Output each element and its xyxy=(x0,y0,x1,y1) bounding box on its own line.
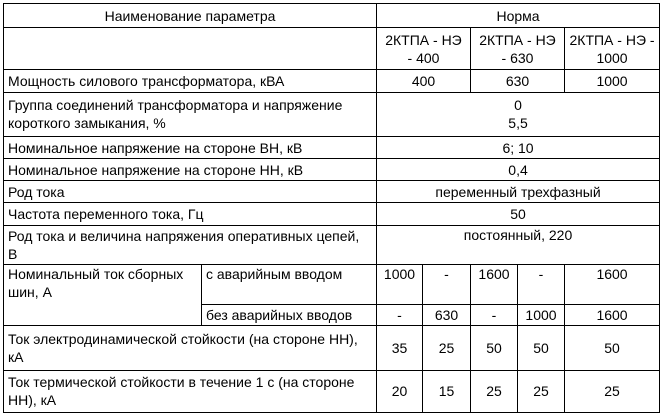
thermal-label: Ток термической стойкости в течение 1 с (на стороне НН), кА xyxy=(4,370,377,412)
thermal-value: 25 xyxy=(518,370,565,412)
electrodynamic-label: Ток электродинамической стойкости (на стороне НН), кА xyxy=(4,326,377,370)
lv-voltage-row xyxy=(4,159,660,181)
frequency-value: 50 xyxy=(377,203,660,225)
specification-table xyxy=(3,3,660,413)
thermal-value: 25 xyxy=(565,370,660,412)
current-type-row xyxy=(4,181,660,203)
busbar-without-emergency-label: без аварийных вводов xyxy=(202,305,377,326)
thermal-value: 25 xyxy=(471,370,518,412)
hv-voltage-value: 6; 10 xyxy=(377,136,660,158)
operative-value: постоянный, 220 xyxy=(377,225,660,264)
norm-header: Норма xyxy=(377,4,660,28)
busbar-with-emergency-value: 1600 xyxy=(565,264,660,304)
busbar-with-emergency-row xyxy=(4,264,660,304)
hv-voltage-row xyxy=(4,136,660,158)
operative-row xyxy=(4,225,660,264)
busbar-with-emergency-value: 1600 xyxy=(471,264,518,304)
group-label: Группа соединений трансформатора и напряжение короткого замыкания, % xyxy=(4,92,377,136)
thermal-value: 20 xyxy=(377,370,423,412)
frequency-label: Частота переменного тока, Гц xyxy=(4,203,377,225)
busbar-with-emergency-value: 1000 xyxy=(377,264,423,304)
thermal-value: 15 xyxy=(423,370,471,412)
busbar-without-emergency-value: 1000 xyxy=(518,305,565,326)
group-row xyxy=(4,92,660,136)
busbar-label: Номинальный ток сборных шин, А xyxy=(4,264,202,325)
electrodynamic-value: 50 xyxy=(471,326,518,370)
electrodynamic-value: 50 xyxy=(565,326,660,370)
model-630-header: 2КТПА - НЭ - 630 xyxy=(471,28,565,70)
group-value-connection: 0 xyxy=(514,97,522,114)
busbar-with-emergency-label: с аварийным вводом xyxy=(202,264,377,304)
lv-voltage-label: Номинальное напряжение на стороне НН, кВ xyxy=(4,159,377,181)
power-value-1000: 1000 xyxy=(565,70,660,92)
frequency-row xyxy=(4,203,660,225)
electrodynamic-value: 25 xyxy=(423,326,471,370)
power-value-630: 630 xyxy=(471,70,565,92)
busbar-without-emergency-value: - xyxy=(471,305,518,326)
current-type-value: переменный трехфазный xyxy=(377,181,660,203)
electrodynamic-value: 35 xyxy=(377,326,423,370)
operative-label: Род тока и величина напряжения оперативных цепей, В xyxy=(4,225,377,264)
power-row xyxy=(4,70,660,92)
header-row xyxy=(4,4,660,28)
parameter-name-header: Наименование параметра xyxy=(4,4,377,28)
busbar-with-emergency-value: - xyxy=(518,264,565,304)
busbar-without-emergency-value: - xyxy=(377,305,423,326)
busbar-without-emergency-value: 630 xyxy=(423,305,471,326)
empty-header-cell xyxy=(4,28,377,70)
current-type-label: Род тока xyxy=(4,181,377,203)
model-header-row xyxy=(4,28,660,70)
model-400-header: 2КТПА - НЭ - 400 xyxy=(377,28,471,70)
model-1000-header: 2КТПА - НЭ - 1000 xyxy=(565,28,660,70)
electrodynamic-row xyxy=(4,326,660,370)
busbar-with-emergency-value: - xyxy=(423,264,471,304)
group-value xyxy=(377,92,660,136)
group-value-short-circuit: 5,5 xyxy=(508,115,528,132)
thermal-row xyxy=(4,370,660,412)
lv-voltage-value: 0,4 xyxy=(377,159,660,181)
power-value-400: 400 xyxy=(377,70,471,92)
hv-voltage-label: Номинальное напряжение на стороне ВН, кВ xyxy=(4,136,377,158)
busbar-without-emergency-value: 1600 xyxy=(565,305,660,326)
electrodynamic-value: 50 xyxy=(518,326,565,370)
power-label: Мощность силового трансформатора, кВА xyxy=(4,70,377,92)
